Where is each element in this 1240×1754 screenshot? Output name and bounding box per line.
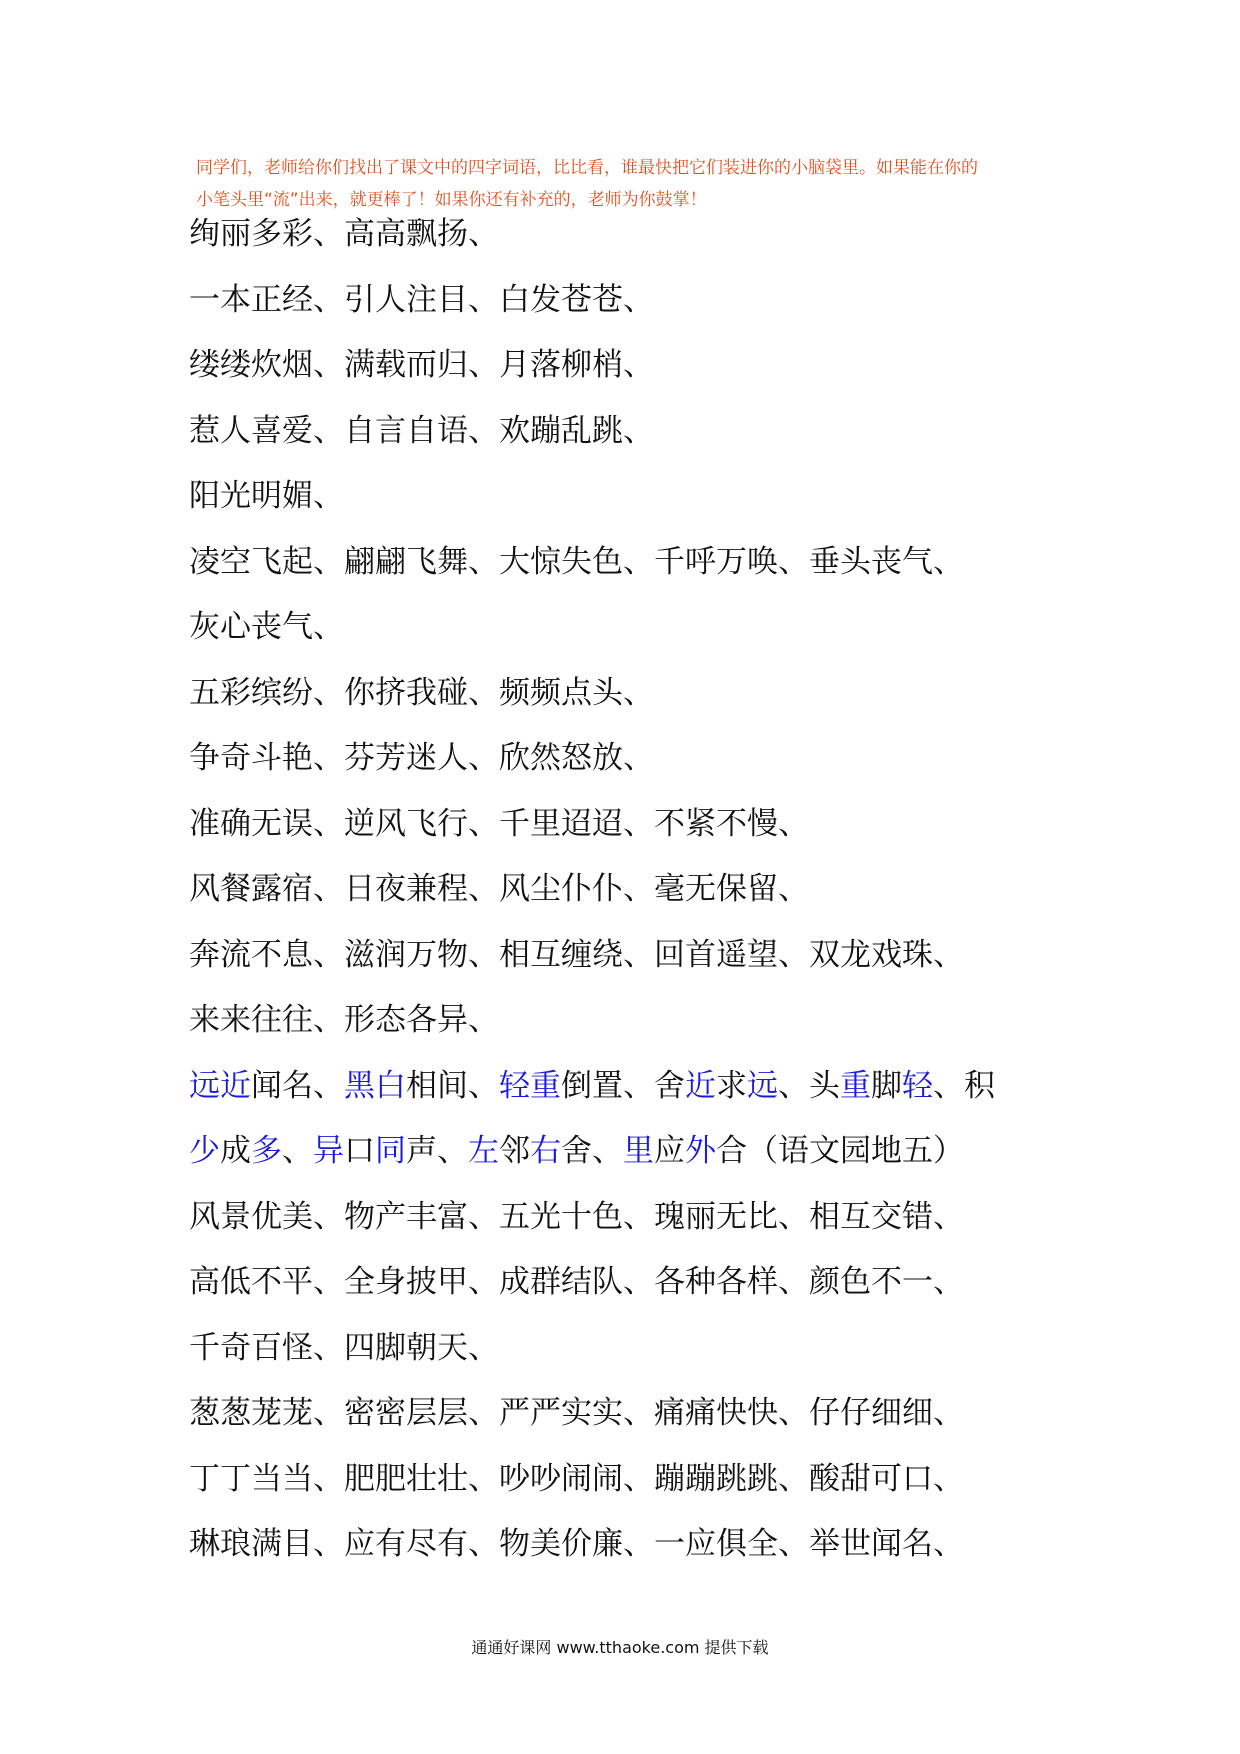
idiom-line — [189, 595, 1069, 661]
idiom-line — [189, 399, 1069, 465]
idiom-line — [189, 1512, 1069, 1578]
highlighted-character: 近 — [685, 1067, 716, 1104]
idiom-text: 风餐露宿、日夜兼程、风尘仆仆、毫无保留、 — [189, 871, 809, 907]
idiom-text: 凌空飞起、翩翩飞舞、大惊失色、千呼万唤、垂头丧气、 — [189, 543, 964, 580]
idiom-text: 邻 — [499, 1133, 530, 1169]
idiom-list — [189, 216, 1069, 1578]
idiom-line — [189, 1185, 1069, 1251]
highlighted-character: 黑白 — [344, 1067, 406, 1104]
idiom-text: 奔流不息、滋润万物、相互缠绕、回首遥望、双龙戏珠、 — [189, 936, 964, 973]
idiom-line — [189, 1381, 1069, 1447]
highlighted-character: 左 — [468, 1133, 499, 1169]
highlighted-character: 异 — [313, 1133, 344, 1169]
idiom-line — [189, 1119, 1069, 1185]
idiom-line — [189, 1316, 1069, 1382]
highlighted-character: 里 — [623, 1133, 654, 1169]
footer-credit: 通通好课网 www.tthaoke.com 提供下载 — [471, 1638, 769, 1657]
idiom-line — [189, 988, 1069, 1054]
idiom-text: 闻名、 — [251, 1067, 344, 1104]
idiom-line — [189, 661, 1069, 727]
idiom-text: 丁丁当当、肥肥壮壮、吵吵闹闹、蹦蹦跳跳、酸甜可口、 — [189, 1460, 964, 1497]
highlighted-character: 少 — [189, 1133, 220, 1169]
highlighted-character: 同 — [375, 1133, 406, 1169]
idiom-line — [189, 1250, 1069, 1316]
idiom-text: 合（语文园地五） — [716, 1133, 964, 1169]
idiom-text: 惹人喜爱、自言自语、欢蹦乱跳、 — [189, 412, 654, 449]
idiom-text: 准确无误、逆风飞行、千里迢迢、不紧不慢、 — [189, 805, 809, 842]
idiom-line — [189, 268, 1069, 334]
highlighted-character: 轻重 — [499, 1067, 561, 1104]
idiom-line — [189, 1054, 1069, 1120]
idiom-text: 五彩缤纷、你挤我碰、频频点头、 — [189, 674, 654, 711]
idiom-text: 来来往往、形态各异、 — [189, 1002, 499, 1038]
intro-line-2: 小笔头里“流”出来，就更棒了！如果你还有补充的，老师为你鼓掌！ — [196, 190, 707, 210]
highlighted-character: 轻 — [902, 1067, 933, 1104]
idiom-text: 灰心丧气、 — [189, 609, 344, 645]
idiom-text: 、头 — [778, 1067, 840, 1104]
idiom-text: 风景优美、物产丰富、五光十色、瑰丽无比、相互交错、 — [189, 1198, 964, 1235]
highlighted-character: 多 — [251, 1133, 282, 1169]
highlighted-character: 远 — [747, 1067, 778, 1104]
idiom-text: 舍、 — [561, 1133, 623, 1169]
idiom-text: 倒置、舍 — [561, 1067, 685, 1104]
idiom-text: 求 — [716, 1067, 747, 1104]
idiom-text: 阳光明媚、 — [189, 478, 344, 514]
idiom-text: 、积 — [933, 1067, 995, 1104]
idiom-text: 缕缕炊烟、满载而归、月落柳梢、 — [189, 347, 654, 383]
idiom-line — [189, 1447, 1069, 1513]
idiom-text: 争奇斗艳、芬芳迷人、欣然怒放、 — [189, 740, 654, 776]
idiom-text: 应 — [654, 1133, 685, 1169]
idiom-text: 高低不平、全身披甲、成群结队、各种各样、颜色不一、 — [189, 1264, 964, 1300]
idiom-text: 成 — [220, 1133, 251, 1169]
idiom-line — [189, 202, 1069, 268]
idiom-line — [189, 726, 1069, 792]
idiom-text: 口 — [344, 1133, 375, 1169]
idiom-text: 一本正经、引人注目、白发苍苍、 — [189, 281, 654, 318]
highlighted-character: 右 — [530, 1133, 561, 1169]
idiom-text: 千奇百怪、四脚朝天、 — [189, 1329, 499, 1366]
idiom-text: 脚 — [871, 1067, 902, 1104]
idiom-text: 葱葱茏茏、密密层层、严严实实、痛痛快快、仔仔细细、 — [189, 1395, 964, 1431]
idiom-line — [189, 464, 1069, 530]
highlighted-character: 外 — [685, 1133, 716, 1169]
idiom-text: 相间、 — [406, 1067, 499, 1104]
highlighted-character: 远近 — [189, 1067, 251, 1104]
idiom-line — [189, 857, 1069, 923]
idiom-line — [189, 333, 1069, 399]
idiom-text: 、 — [282, 1133, 313, 1169]
idiom-line — [189, 923, 1069, 989]
idiom-text: 绚丽多彩、高高飘扬、 — [189, 216, 499, 252]
highlighted-character: 重 — [840, 1067, 871, 1104]
idiom-text: 琳琅满目、应有尽有、物美价廉、一应俱全、举世闻名、 — [189, 1526, 964, 1562]
idiom-line — [189, 530, 1069, 596]
intro-line-1: 同学们，老师给你们找出了课文中的四字词语，比比看，谁最快把它们装进你的小脑袋里。如果能在你的 — [196, 158, 978, 178]
idiom-text: 声、 — [406, 1133, 468, 1169]
idiom-line — [189, 792, 1069, 858]
